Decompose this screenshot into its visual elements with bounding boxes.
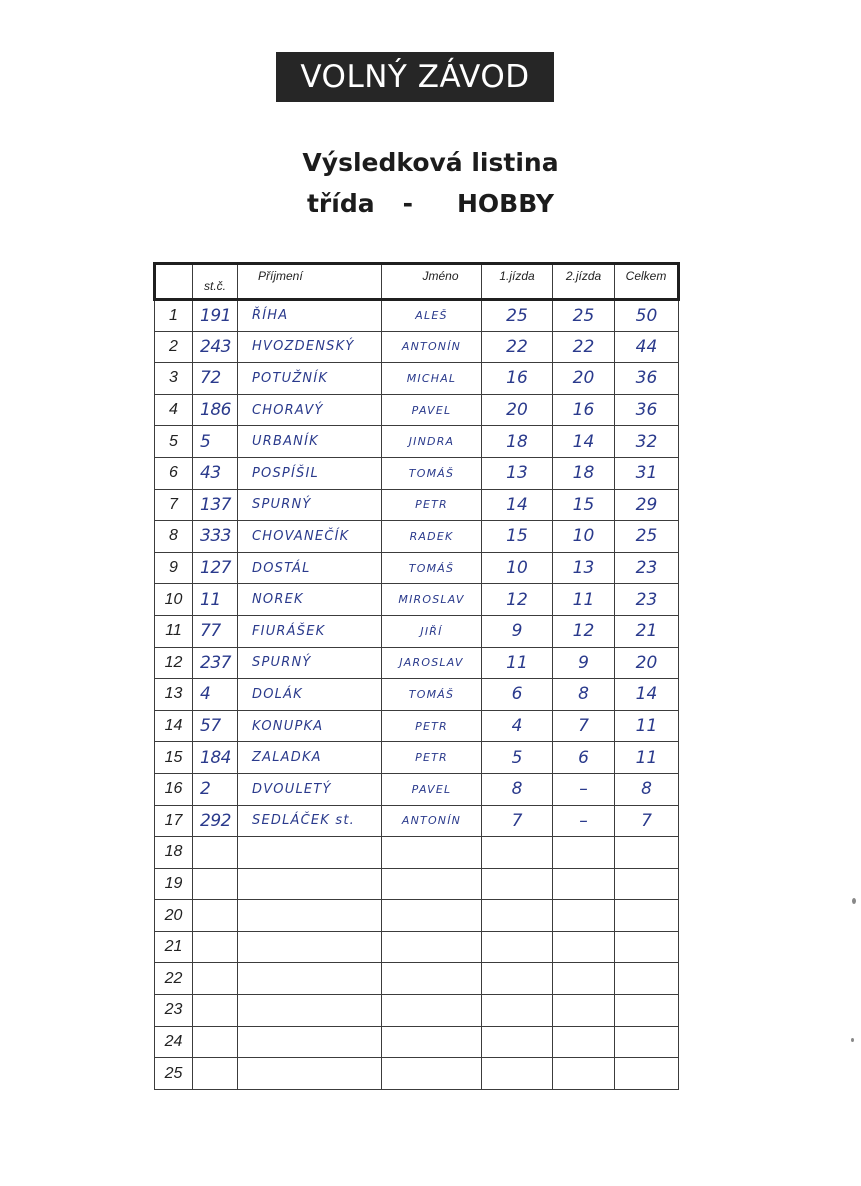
cell-run-1: 10	[482, 552, 553, 584]
cell-start-number: 237	[193, 647, 238, 679]
table-row	[155, 837, 679, 869]
cell-run-1: 13	[482, 457, 553, 489]
cell-total: 29	[615, 489, 679, 521]
cell-first-name: JAROSLAV	[382, 647, 482, 679]
cell-start-number: 5	[193, 426, 238, 458]
col-header-first-name: Jméno	[382, 264, 482, 300]
cell-total: 36	[615, 363, 679, 395]
cell-surname: KONUPKA	[238, 710, 382, 742]
col-header-surname: Příjmení	[238, 264, 382, 300]
cell-run-2: 25	[553, 300, 615, 332]
cell-total: 11	[615, 710, 679, 742]
cell-start-number: 43	[193, 457, 238, 489]
cell-run-1: 8	[482, 773, 553, 805]
cell-start-number: 333	[193, 521, 238, 553]
cell-run-1: 18	[482, 426, 553, 458]
subtitle-separator: -	[402, 189, 413, 218]
cell-surname: SEDLÁČEK st.	[238, 805, 382, 837]
cell-start-number	[193, 1026, 238, 1058]
cell-first-name	[382, 963, 482, 995]
cell-run-2: 13	[553, 552, 615, 584]
cell-run-2	[553, 995, 615, 1027]
cell-run-1	[482, 995, 553, 1027]
cell-run-1: 4	[482, 710, 553, 742]
cell-run-2	[553, 837, 615, 869]
results-table	[153, 262, 680, 1090]
col-header-start-number: st.č.	[193, 264, 238, 300]
cell-total: 44	[615, 331, 679, 363]
cell-run-1	[482, 868, 553, 900]
cell-run-2: 7	[553, 710, 615, 742]
table-row	[155, 489, 679, 521]
cell-total: 23	[615, 584, 679, 616]
cell-rank: 12	[155, 647, 193, 679]
cell-run-1: 5	[482, 742, 553, 774]
cell-run-2	[553, 900, 615, 932]
cell-rank: 13	[155, 679, 193, 711]
table-row	[155, 1026, 679, 1058]
cell-total	[615, 1026, 679, 1058]
cell-run-2	[553, 963, 615, 995]
cell-start-number: 137	[193, 489, 238, 521]
cell-run-1: 25	[482, 300, 553, 332]
table-row	[155, 931, 679, 963]
cell-surname: CHORAVÝ	[238, 394, 382, 426]
cell-run-2: 16	[553, 394, 615, 426]
cell-run-1: 11	[482, 647, 553, 679]
cell-first-name	[382, 1058, 482, 1090]
cell-start-number: 57	[193, 710, 238, 742]
cell-first-name: ANTONÍN	[382, 331, 482, 363]
cell-start-number: 4	[193, 679, 238, 711]
table-row	[155, 457, 679, 489]
scan-speck	[851, 1038, 854, 1042]
cell-run-2: 20	[553, 363, 615, 395]
cell-start-number: 184	[193, 742, 238, 774]
cell-run-2: 15	[553, 489, 615, 521]
cell-run-1: 20	[482, 394, 553, 426]
cell-run-1: 12	[482, 584, 553, 616]
table-row	[155, 300, 679, 332]
cell-first-name: PETR	[382, 710, 482, 742]
cell-start-number: 77	[193, 615, 238, 647]
cell-total	[615, 837, 679, 869]
cell-run-1: 15	[482, 521, 553, 553]
cell-total: 36	[615, 394, 679, 426]
cell-run-1: 16	[482, 363, 553, 395]
cell-run-2: 8	[553, 679, 615, 711]
cell-start-number: 2	[193, 773, 238, 805]
cell-run-2: 9	[553, 647, 615, 679]
event-banner: VOLNÝ ZÁVOD	[276, 52, 554, 102]
cell-surname: DVOULETÝ	[238, 773, 382, 805]
cell-surname	[238, 900, 382, 932]
cell-run-1	[482, 837, 553, 869]
cell-rank: 3	[155, 363, 193, 395]
cell-total: 50	[615, 300, 679, 332]
cell-surname	[238, 963, 382, 995]
cell-rank: 9	[155, 552, 193, 584]
cell-start-number	[193, 1058, 238, 1090]
table-row	[155, 900, 679, 932]
class-name: HOBBY	[456, 189, 555, 218]
cell-first-name: MICHAL	[382, 363, 482, 395]
cell-surname: ZALADKA	[238, 742, 382, 774]
cell-run-2	[553, 1058, 615, 1090]
cell-run-1: 6	[482, 679, 553, 711]
cell-start-number: 186	[193, 394, 238, 426]
cell-surname	[238, 837, 382, 869]
cell-total: 31	[615, 457, 679, 489]
cell-first-name: RADEK	[382, 521, 482, 553]
table-row	[155, 521, 679, 553]
class-subtitle	[0, 189, 861, 218]
cell-rank: 15	[155, 742, 193, 774]
cell-rank: 23	[155, 995, 193, 1027]
cell-run-1: 14	[482, 489, 553, 521]
cell-start-number: 191	[193, 300, 238, 332]
cell-run-1: 7	[482, 805, 553, 837]
cell-rank: 18	[155, 837, 193, 869]
cell-start-number: 243	[193, 331, 238, 363]
col-header-run-1: 1.jízda	[482, 264, 553, 300]
cell-start-number: 11	[193, 584, 238, 616]
cell-rank: 20	[155, 900, 193, 932]
cell-run-2: 18	[553, 457, 615, 489]
cell-first-name	[382, 868, 482, 900]
scan-speck	[852, 898, 856, 904]
cell-surname	[238, 995, 382, 1027]
cell-surname	[238, 1026, 382, 1058]
cell-surname: HVOZDENSKÝ	[238, 331, 382, 363]
cell-run-2: –	[553, 773, 615, 805]
class-label: třída	[306, 189, 375, 218]
cell-total: 25	[615, 521, 679, 553]
cell-rank: 5	[155, 426, 193, 458]
cell-first-name	[382, 900, 482, 932]
cell-surname: URBANÍK	[238, 426, 382, 458]
table-header-row	[155, 264, 679, 300]
table-row	[155, 679, 679, 711]
cell-run-1	[482, 900, 553, 932]
cell-rank: 14	[155, 710, 193, 742]
cell-surname: FIURÁŠEK	[238, 615, 382, 647]
cell-rank: 25	[155, 1058, 193, 1090]
table-row	[155, 584, 679, 616]
cell-rank: 17	[155, 805, 193, 837]
cell-total: 8	[615, 773, 679, 805]
cell-first-name	[382, 837, 482, 869]
cell-surname: SPURNÝ	[238, 647, 382, 679]
cell-first-name: PETR	[382, 742, 482, 774]
cell-first-name: TOMÁŠ	[382, 679, 482, 711]
cell-rank: 8	[155, 521, 193, 553]
cell-rank: 16	[155, 773, 193, 805]
cell-surname: NOREK	[238, 584, 382, 616]
cell-run-1	[482, 1058, 553, 1090]
cell-first-name: PAVEL	[382, 394, 482, 426]
cell-surname: POSPÍŠIL	[238, 457, 382, 489]
cell-rank: 6	[155, 457, 193, 489]
cell-total: 20	[615, 647, 679, 679]
cell-run-1	[482, 931, 553, 963]
cell-start-number	[193, 900, 238, 932]
table-row	[155, 331, 679, 363]
table-row	[155, 394, 679, 426]
cell-first-name: PAVEL	[382, 773, 482, 805]
cell-run-2: 11	[553, 584, 615, 616]
cell-first-name: PETR	[382, 489, 482, 521]
cell-rank: 10	[155, 584, 193, 616]
cell-run-2	[553, 1026, 615, 1058]
table-row	[155, 995, 679, 1027]
cell-first-name: TOMÁŠ	[382, 457, 482, 489]
cell-run-1	[482, 1026, 553, 1058]
cell-start-number: 127	[193, 552, 238, 584]
table-row	[155, 647, 679, 679]
cell-rank: 19	[155, 868, 193, 900]
cell-start-number: 72	[193, 363, 238, 395]
cell-rank: 1	[155, 300, 193, 332]
cell-start-number	[193, 868, 238, 900]
cell-rank: 2	[155, 331, 193, 363]
cell-run-2: 10	[553, 521, 615, 553]
cell-surname: DOLÁK	[238, 679, 382, 711]
cell-start-number	[193, 963, 238, 995]
table-row	[155, 615, 679, 647]
cell-first-name	[382, 995, 482, 1027]
col-header-total: Celkem	[615, 264, 679, 300]
cell-first-name: JIŘÍ	[382, 615, 482, 647]
cell-first-name: MIROSLAV	[382, 584, 482, 616]
cell-total	[615, 963, 679, 995]
cell-total: 23	[615, 552, 679, 584]
cell-first-name: TOMÁŠ	[382, 552, 482, 584]
cell-surname: POTUŽNÍK	[238, 363, 382, 395]
cell-total	[615, 868, 679, 900]
cell-run-1: 22	[482, 331, 553, 363]
cell-run-1	[482, 963, 553, 995]
table-row	[155, 710, 679, 742]
cell-start-number	[193, 995, 238, 1027]
page-title: Výsledková listina	[302, 148, 559, 177]
cell-total: 11	[615, 742, 679, 774]
cell-run-1: 9	[482, 615, 553, 647]
cell-start-number	[193, 837, 238, 869]
table-row	[155, 742, 679, 774]
cell-total: 21	[615, 615, 679, 647]
cell-surname: SPURNÝ	[238, 489, 382, 521]
cell-first-name	[382, 1026, 482, 1058]
cell-run-2: 12	[553, 615, 615, 647]
cell-total: 7	[615, 805, 679, 837]
table-row	[155, 426, 679, 458]
cell-surname: DOSTÁL	[238, 552, 382, 584]
table-row	[155, 963, 679, 995]
cell-surname	[238, 1058, 382, 1090]
cell-run-2: 22	[553, 331, 615, 363]
cell-first-name: ANTONÍN	[382, 805, 482, 837]
cell-start-number	[193, 931, 238, 963]
table-row	[155, 1058, 679, 1090]
cell-rank: 21	[155, 931, 193, 963]
cell-rank: 22	[155, 963, 193, 995]
table-row	[155, 868, 679, 900]
cell-total: 14	[615, 679, 679, 711]
cell-total	[615, 931, 679, 963]
cell-surname: ŘÍHA	[238, 300, 382, 332]
cell-rank: 24	[155, 1026, 193, 1058]
cell-rank: 7	[155, 489, 193, 521]
cell-first-name: JINDRA	[382, 426, 482, 458]
cell-total	[615, 1058, 679, 1090]
cell-surname: CHOVANEČÍK	[238, 521, 382, 553]
cell-total: 32	[615, 426, 679, 458]
cell-first-name: ALEŠ	[382, 300, 482, 332]
cell-surname	[238, 868, 382, 900]
cell-first-name	[382, 931, 482, 963]
cell-surname	[238, 931, 382, 963]
cell-run-2	[553, 931, 615, 963]
col-header-rank	[155, 264, 193, 300]
cell-run-2	[553, 868, 615, 900]
cell-rank: 4	[155, 394, 193, 426]
table-row	[155, 805, 679, 837]
cell-total	[615, 900, 679, 932]
cell-run-2: 14	[553, 426, 615, 458]
cell-run-2: 6	[553, 742, 615, 774]
col-header-run-2: 2.jízda	[553, 264, 615, 300]
cell-total	[615, 995, 679, 1027]
table-row	[155, 552, 679, 584]
cell-run-2: –	[553, 805, 615, 837]
cell-start-number: 292	[193, 805, 238, 837]
results-body	[155, 300, 679, 1090]
table-row	[155, 363, 679, 395]
table-row	[155, 773, 679, 805]
cell-rank: 11	[155, 615, 193, 647]
